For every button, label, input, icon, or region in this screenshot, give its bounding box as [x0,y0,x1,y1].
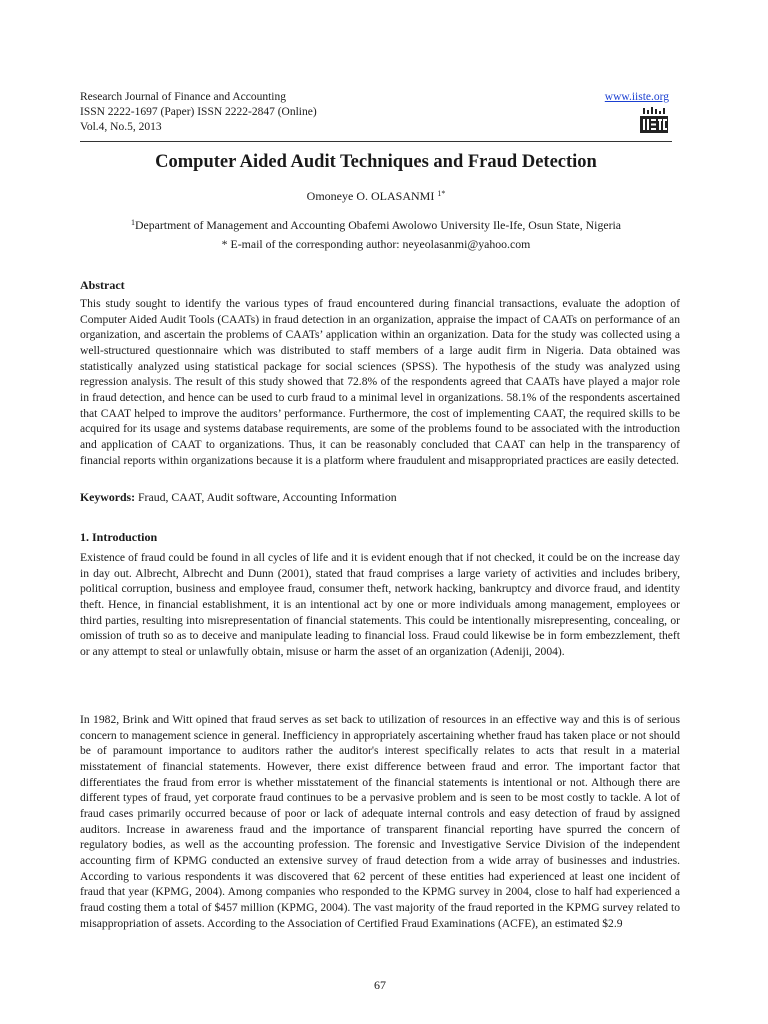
page-number: 67 [374,978,386,992]
introduction-paragraph-2: In 1982, Brink and Witt opined that fraud serves as set back to utilization of resources in an effective way and this is of serious concern to management science in general. Inefficiency in appropriately ascertaining whether fraud has taken place or not should be of paramount importance to auditors rather the auditor's interest specifically relates to acts that result in a material misstatement of financial statements. However, there exist difference between fraud and error. The important factor that differentiates the fraud from error is whether misstatement of the financial statements is intentional or not. Although there are different types of fraud, yet corporate fraud continues to be a pervasive problem and is seen to be most costly to tackle. A lot of fraud cases primarily occurred because of poor or lack of adequate internal controls and easy detection of fraud by assigned auditors. Increase in awareness fraud and the importance of transparent financial reporting have spurred the concern of regulatory bodies, as well as the accounting profession. The forensic and Investigative Service Division of the independent accounting firm of KPMG conducted an extensive survey of fraud detection from a wide array of businesses and industries. According to various respondents it was discovered that 62 percent of these entities had experienced at least one incident of fraud that year (KPMG, 2004). Among companies who responded to the KPMG survey in 2004, close to half had experienced a fraud costing them a total of $457 million (KPMG, 2004). The vast majority of the fraud reported in the KPMG survey related to misappropriation of assets. According to the Association of Certified Fraud Examinations (ACFE), an estimated $2.9 [80,713,680,930]
introduction-heading: 1. Introduction [80,530,158,544]
abstract-heading: Abstract [80,278,125,292]
iiste-logo [640,107,668,133]
keywords-text: Fraud, CAAT, Audit software, Accounting Information [138,490,397,504]
journal-header [80,90,672,140]
author-line [80,189,672,204]
affiliation-line [80,218,672,233]
journal-website-link[interactable]: www.iiste.org [604,91,669,103]
paper-title: Computer Aided Audit Techniques and Fraud Detection [155,152,597,172]
affiliation-superscript: 1 [130,218,135,227]
journal-info [80,90,317,135]
keywords-line [80,490,680,505]
introduction-paragraph-1: Existence of fraud could be found in all cycles of life and it is evident enough that if not checked, it could be on the increase day in day out. Albrecht, Albrecht and Dunn (2001), stated that fraud comprises a large variety of activities and includes bribery, political corruption, business and employee fraud, consumer theft, network hacking, bankruptcy and divorce fraud, and identity theft. Hence, in financial establishment, it is an intentional act by one or more individuals among management, employees or third parties, resulting into misrepresentation of financial statements. This could be intentionally misrepresenting, concealing, or omission of truth so as to deceive and manipulate leading to financial loss. Fraud could likewise be in form embezzlement, theft or any attempt to steal or unlawfully obtain, misuse or harm the asset of an organization (Adeniji, 2004). [80,551,680,658]
author-superscript: 1* [437,189,446,198]
journal-issn: ISSN 2222-1697 (Paper) ISSN 2222-2847 (Online) [80,106,317,118]
corresponding-email: * E-mail of the corresponding author: neyeolasanmi@yahoo.com [221,237,531,251]
keywords-label: Keywords: [80,490,136,504]
affiliation-text: Department of Management and Accounting Obafemi Awolowo University Ile-Ife, Osun State, Nigeria [134,218,622,232]
journal-name: Research Journal of Finance and Accounting [80,91,286,103]
journal-volume: Vol.4, No.5, 2013 [80,121,162,133]
header-divider [80,141,672,142]
author-name: Omoneye O. OLASANMI [306,189,435,203]
abstract-paragraph: This study sought to identify the various types of fraud encountered during financial transactions, evaluate the adoption of Computer Aided Audit Tools (CAATs) in fraud detection in an organization, appraise the impact of CAATs on performance of an organization, and ascertain the problems of CAATs’ application within an organization. Data for the study was collected using a well-structured questionnaire which was distributed to staff members of a large audit firm in Nigeria. Data obtained was statistically analyzed using statistical package for social sciences (SPSS). The hypothesis of the study was analyzed using regression analysis. The result of this study showed that 72.8% of the respondents agreed that CAATs have played a major role in fraud detection, and hence can be used to curb fraud to a minimal level in organizations. 58.1% of the respondents ascertained that CAAT helped to improve the auditors’ performance. Furthermore, the cost of implementing CAAT, the required skills to be acquired for its usage and systems database requirements, are some of the problems found to be associated with the introduction and application of CAAT to organizations. Thus, it can be reasonably concluded that CAAT can help in the transparency of financial reports within organizations because it is a platform where fraudulent and misappropriated practices are easily detected. [80,297,680,467]
